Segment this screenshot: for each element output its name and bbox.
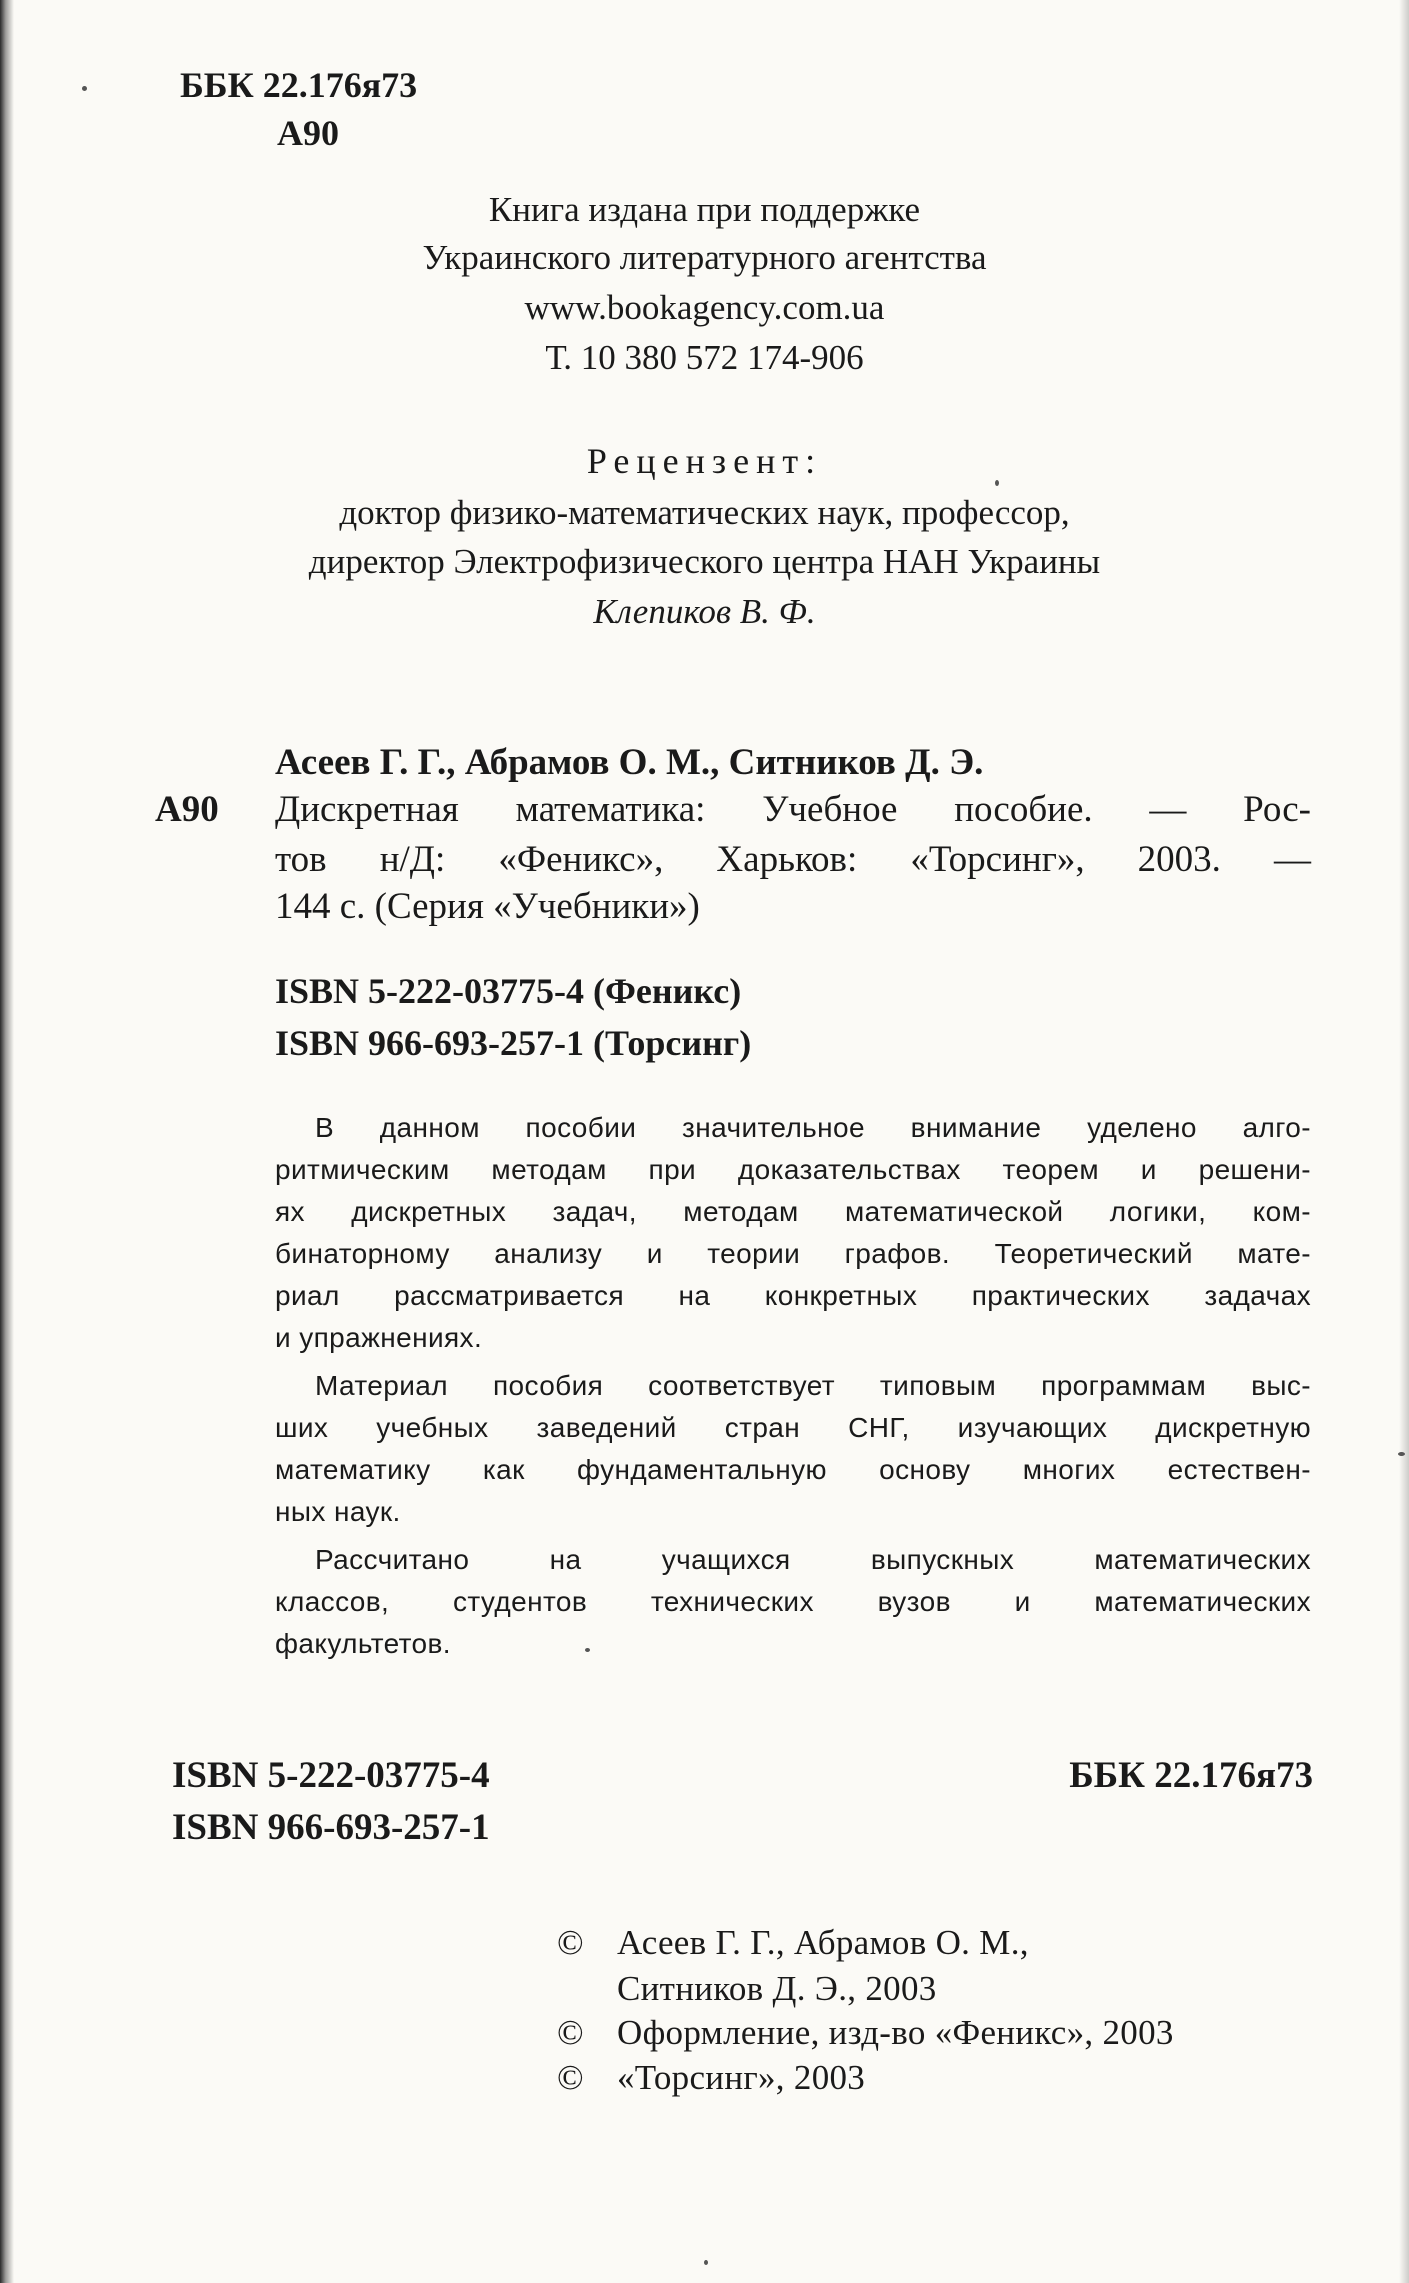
copyright-line: Оформление, изд-во «Феникс», 2003 xyxy=(617,2013,1174,2052)
print-speck xyxy=(995,480,999,486)
entry-isbn-feniks: ISBN 5-222-03775-4 (Феникс) xyxy=(275,971,742,1011)
copyright-icon: © xyxy=(557,2058,584,2097)
copyright-line: Ситников Д. Э., 2003 xyxy=(617,1969,937,2008)
reviewer-heading: Рецензент: xyxy=(586,441,823,481)
publisher-note-phone: Т. 10 380 572 174-906 xyxy=(545,338,864,377)
reviewer-line: доктор физико-математических наук, профессор, xyxy=(339,493,1070,532)
bbk-index: ББК 22.176я73 xyxy=(180,65,418,105)
copyright-line: Асеев Г. Г., Абрамов О. М., xyxy=(617,1923,1029,1962)
annotation-line: бинаторному анализу и теории графов. Теоретический мате- xyxy=(275,1238,1311,1269)
annotation-line: риал рассматривается на конкретных практических задачах xyxy=(275,1280,1311,1311)
entry-author-mark: А90 xyxy=(155,789,219,830)
print-speck xyxy=(585,1648,590,1652)
annotation-line: ных наук. xyxy=(275,1496,401,1527)
annotation-line: Рассчитано на учащихся выпускных математических xyxy=(315,1544,1311,1575)
publisher-note-line: Книга издана при поддержке xyxy=(488,190,921,229)
print-speck xyxy=(704,2260,708,2265)
annotation-line: ших учебных заведений стран СНГ, изучающих дискретную xyxy=(275,1412,1311,1443)
copyright-line: «Торсинг», 2003 xyxy=(617,2058,866,2097)
footer-isbn: ISBN 966-693-257-1 xyxy=(172,1807,490,1848)
annotation-line: Материал пособия соответствует типовым программам выс- xyxy=(315,1370,1311,1401)
annotation-line: факультетов. xyxy=(275,1628,451,1659)
annotation-line: математику как фундаментальную основу многих естествен- xyxy=(275,1454,1311,1485)
annotation-line: и упражнениях. xyxy=(275,1322,483,1353)
entry-description-line: тов н/Д: «Феникс», Харьков: «Торсинг», 2003. — xyxy=(275,839,1311,880)
publisher-note-url: www.bookagency.com.ua xyxy=(524,288,885,327)
entry-description-line: 144 с. (Серия «Учебники») xyxy=(275,886,700,927)
print-speck xyxy=(82,86,87,91)
entry-description-line: Дискретная математика: Учебное пособие. — Рос- xyxy=(275,789,1311,830)
annotation-line: ях дискретных задач, методам математической логики, ком- xyxy=(275,1196,1311,1227)
copyright-icon: © xyxy=(557,2013,584,2052)
entry-authors: Асеев Г. Г., Абрамов О. М., Ситников Д. Э. xyxy=(275,742,984,783)
print-speck xyxy=(1398,1452,1405,1456)
footer-isbn: ISBN 5-222-03775-4 xyxy=(172,1755,490,1796)
reviewer-line: директор Электрофизического центра НАН Украины xyxy=(308,542,1101,581)
reviewer-name: Клепиков В. Ф. xyxy=(593,592,816,631)
copyright-icon: © xyxy=(557,1923,584,1962)
annotation-line: классов, студентов технических вузов и математических xyxy=(275,1586,1311,1617)
footer-bbk: ББК 22.176я73 xyxy=(1069,1755,1313,1796)
entry-isbn-torsing: ISBN 966-693-257-1 (Торсинг) xyxy=(275,1023,752,1063)
publisher-note-line: Украинского литературного агентства xyxy=(422,238,987,277)
annotation-line: ритмическим методам при доказательствах теорем и решени- xyxy=(275,1154,1311,1185)
author-mark: А90 xyxy=(277,113,339,153)
annotation-line: В данном пособии значительное внимание уделено алго- xyxy=(315,1112,1311,1143)
